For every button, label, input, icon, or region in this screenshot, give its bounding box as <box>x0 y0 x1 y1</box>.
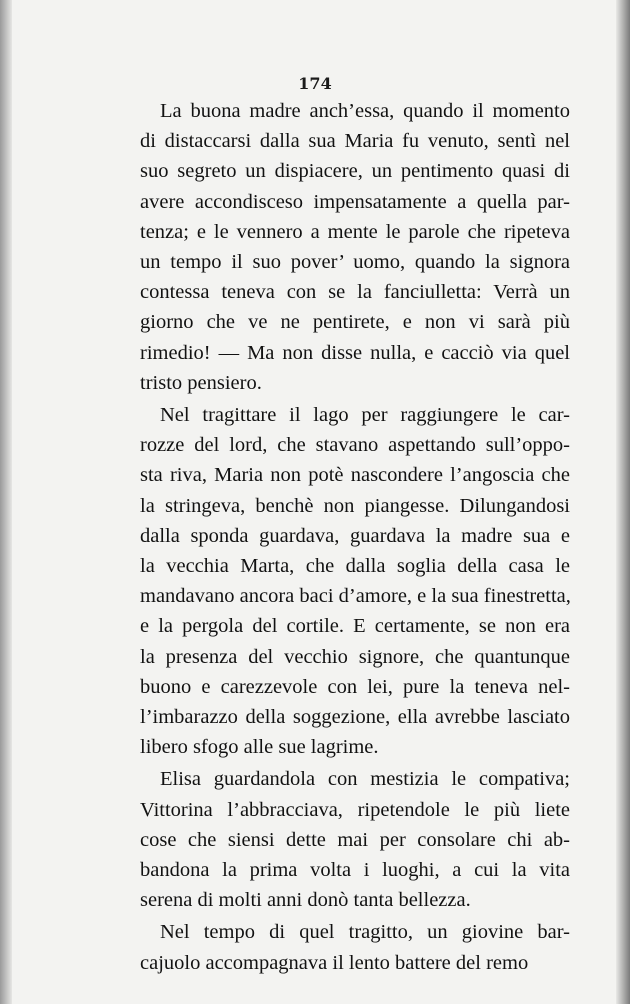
text-line: rimedio! — Ma non disse nulla, e cacciò via quel <box>140 341 570 364</box>
paragraph <box>140 917 570 977</box>
text-line: e la pergola del cortile. E certamente, se non era <box>140 615 570 638</box>
text-line: di distaccarsi dalla sua Maria fu venuto, sentì nel <box>140 130 570 153</box>
body-text <box>140 96 570 980</box>
text-line: mandavano ancora baci d’amore, e la sua finestretta, <box>140 585 571 608</box>
text-line: Elisa guardandola con mestizia le compativa; <box>160 768 570 791</box>
text-line: la vecchia Marta, che dalla soglia della casa le <box>140 555 570 578</box>
text-line: la presenza del vecchio signore, che quantunque <box>140 645 570 668</box>
text-line: Nel tragittare il lago per raggiungere le car- <box>160 404 570 427</box>
paragraph <box>140 764 570 915</box>
text-line: Nel tempo di quel tragitto, un giovine bar- <box>160 921 570 944</box>
text-line: un tempo il suo pover’ uomo, quando la signora <box>140 251 570 274</box>
text-line: libero sfogo alle sue lagrime. <box>140 736 379 759</box>
page-left-edge-shadow <box>0 0 12 1004</box>
text-line: bandona la prima volta i luoghi, a cui la vita <box>140 859 570 882</box>
text-line: sta riva, Maria non potè nascondere l’angoscia che <box>140 464 570 487</box>
text-line: giorno che ve ne pentirete, e non vi sarà più <box>140 311 570 334</box>
text-line: La buona madre anch’essa, quando il momento <box>160 100 570 122</box>
text-line: suo segreto un dispiacere, un pentimento quasi di <box>140 160 570 183</box>
paragraph <box>140 96 570 398</box>
text-line: avere accondisceso impensatamente a quella par- <box>140 190 570 213</box>
text-line: l’imbarazzo della soggezione, ella avrebbe lasciato <box>140 706 570 729</box>
text-line: tristo pensiero. <box>140 371 262 394</box>
text-line: cose che siensi dette mai per consolare chi ab- <box>140 828 570 851</box>
page-number: 174 <box>298 74 332 93</box>
page-right-edge-shadow <box>616 0 630 1004</box>
text-line: buono e carezzevole con lei, pure la teneva nel- <box>140 675 570 698</box>
paragraph <box>140 400 570 762</box>
text-line: rozze del lord, che stavano aspettando sull’oppo- <box>140 434 570 457</box>
text-line: tenza; e le vennero a mente le parole che ripeteva <box>140 220 570 243</box>
text-line: cajuolo accompagnava il lento battere del remo <box>140 951 529 974</box>
text-line: dalla sponda guardava, guardava la madre sua e <box>140 524 570 547</box>
text-line: serena di molti anni donò tanta bellezza. <box>140 889 471 912</box>
text-line: la stringeva, benchè non piangesse. Dilungandosi <box>140 494 570 517</box>
text-line: Vittorina l’abbracciava, ripetendole le più liete <box>140 798 570 821</box>
text-line: contessa teneva con se la fanciulletta: Verrà un <box>140 281 570 304</box>
